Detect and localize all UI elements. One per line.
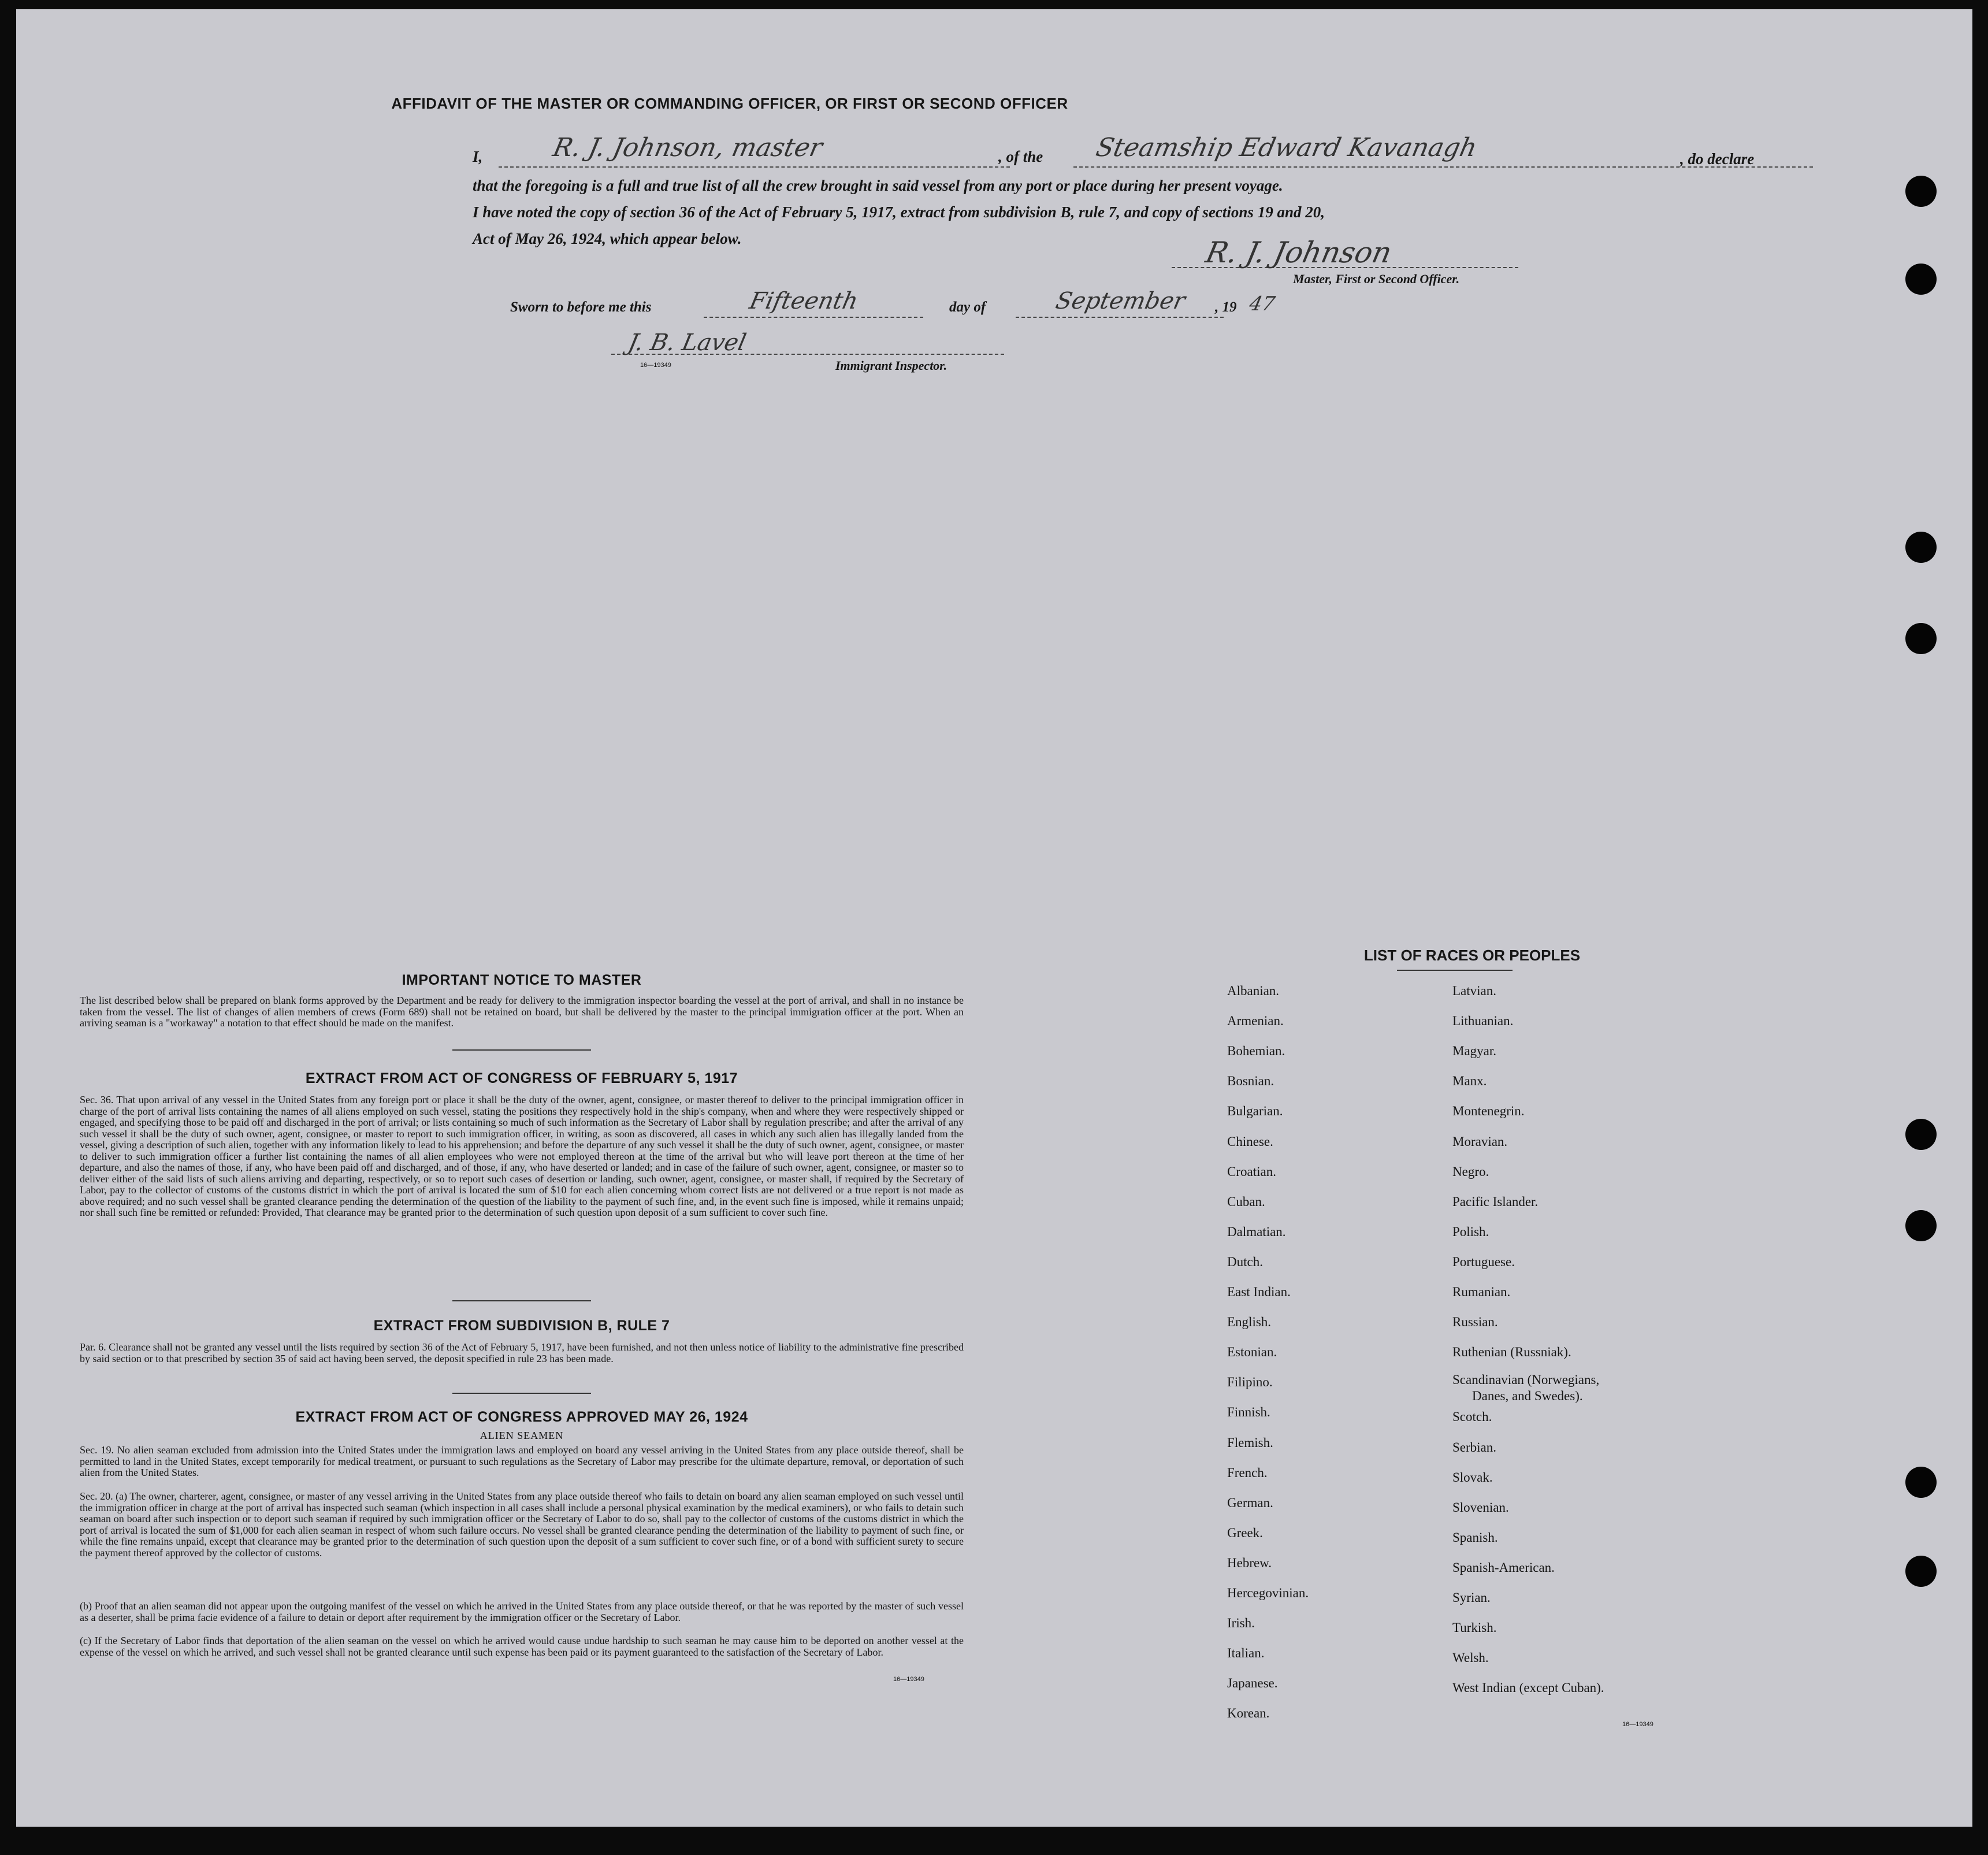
affidavit-title: AFFIDAVIT OF THE MASTER OR COMMANDING OFFICER, OR FIRST OR SECOND OFFICER <box>391 95 1068 112</box>
master-signature: R. J. Johnson <box>1202 236 1395 269</box>
extract-1924-sec20b: (b) Proof that an alien seaman did not appear upon the outgoing manifest of the vessel on which he arrived in the United States from any place outside thereof, or that he was reported by the master of such vessel as a deserter, shall be prima facie evidence of a failure to detain or deport after requirement by the immigration officer or the Secretary of Labor. <box>80 1600 964 1623</box>
race-item: Filipino. <box>1227 1375 1273 1389</box>
race-item: West Indian (except Cuban). <box>1452 1680 1604 1695</box>
race-item: Magyar. <box>1452 1044 1497 1058</box>
race-item: Italian. <box>1227 1646 1265 1660</box>
race-item: Dalmatian. <box>1227 1225 1286 1239</box>
races-title-rule <box>1397 970 1513 971</box>
race-item: Rumanian. <box>1452 1285 1511 1299</box>
race-item: Manx. <box>1452 1074 1487 1088</box>
race-item: Estonian. <box>1227 1345 1277 1359</box>
signature-caption: Master, First or Second Officer. <box>1293 272 1460 286</box>
affidavit-i-label: I, <box>473 148 483 165</box>
vessel-name-handwritten: Steamship Edward Kavanagh <box>1093 133 1480 162</box>
race-item: Portuguese. <box>1452 1255 1515 1269</box>
race-item: Flemish. <box>1227 1435 1273 1450</box>
race-item: Montenegrin. <box>1452 1104 1525 1118</box>
race-item: Ruthenian (Russniak). <box>1452 1345 1571 1359</box>
race-item: Greek. <box>1227 1526 1263 1540</box>
extract-1924-subtitle: ALIEN SEAMEN <box>480 1430 564 1441</box>
race-item: Spanish-American. <box>1452 1560 1555 1575</box>
race-item: Russian. <box>1452 1315 1498 1329</box>
extract-1924-sec19: Sec. 19. No alien seaman excluded from admission into the United States under the immigration laws and employed on board any vessel arriving in the United States from any place outside thereof, shall be permitted to land in the United States, except temporarily for medical treatment, or pursuant to such regulations as the Secretary of Labor may prescribe for the ultimate departure, removal, or deportation of such alien from the United States. <box>80 1444 964 1478</box>
extract-rule7-text: Par. 6. Clearance shall not be granted any vessel until the lists required by section 36 of the Act of February 5, 1917, have been furnished, and not then unless notice of liability to the administrative fine prescribed by said section or to that prescribed by section 35 of said act having been served, the deposit specified in rule 23 has been made. <box>80 1341 964 1364</box>
year-prefix: , 19 <box>1215 299 1237 315</box>
race-item: East Indian. <box>1227 1285 1291 1299</box>
month-handwritten: September <box>1053 288 1188 314</box>
races-title: LIST OF RACES OR PEOPLES <box>1363 947 1581 964</box>
race-item: Bohemian. <box>1227 1044 1285 1058</box>
binder-hole <box>1905 1467 1937 1498</box>
race-item: Dutch. <box>1227 1255 1263 1269</box>
notice-text: The list described below shall be prepared on blank forms approved by the Department and be ready for delivery to the immigration inspector boarding the vessel at the port of arrival, and shall in no instance be taken from the vessel. The list of changes of alien members of crews (Form 689) shall not be retained on board, but shall be delivered by the master to the principal immigration officer at the port. When an arriving seaman is a "workaway" a notation to that effect should be made on the manifest. <box>80 995 964 1029</box>
master-name-line <box>499 166 1010 168</box>
binder-hole <box>1905 532 1937 563</box>
race-item: Syrian. <box>1452 1590 1491 1605</box>
day-line <box>704 317 923 318</box>
section-divider <box>452 1049 591 1051</box>
race-item: Latvian. <box>1452 984 1496 998</box>
race-item: Cuban. <box>1227 1194 1265 1209</box>
race-item: Pacific Islander. <box>1452 1194 1539 1209</box>
race-item: Serbian. <box>1452 1440 1497 1455</box>
race-item: French. <box>1227 1466 1268 1480</box>
race-item: Danes, and Swedes). <box>1472 1389 1583 1403</box>
extract-1917-title: EXTRACT FROM ACT OF CONGRESS OF FEBRUARY 5, 1917 <box>305 1070 738 1086</box>
race-item: Polish. <box>1452 1225 1489 1239</box>
race-item: Scandinavian (Norwegians, <box>1452 1372 1600 1387</box>
race-item: Scotch. <box>1452 1409 1492 1424</box>
race-item: Armenian. <box>1227 1014 1284 1028</box>
race-item: Moravian. <box>1452 1134 1508 1149</box>
race-item: Turkish. <box>1452 1620 1497 1635</box>
affidavit-form-number: 16—19349 <box>640 362 671 369</box>
binder-hole <box>1905 176 1937 207</box>
affidavit-line-2: that the foregoing is a full and true list of all the crew brought in said vessel from any port or place during her present voyage. <box>473 177 1283 194</box>
inspector-caption: Immigrant Inspector. <box>835 358 947 373</box>
extract-form-number: 16—19349 <box>893 1676 924 1683</box>
race-item: Croatian. <box>1227 1164 1276 1179</box>
race-item: Welsh. <box>1452 1650 1489 1665</box>
binder-hole <box>1905 1119 1937 1150</box>
binder-hole <box>1905 1556 1937 1587</box>
race-item: Lithuanian. <box>1452 1014 1514 1028</box>
race-item: Negro. <box>1452 1164 1489 1179</box>
race-item: Chinese. <box>1227 1134 1273 1149</box>
binder-hole <box>1905 264 1937 295</box>
race-item: Hercegovinian. <box>1227 1586 1309 1600</box>
race-item: English. <box>1227 1315 1272 1329</box>
day-of-label: day of <box>949 299 986 315</box>
section-divider <box>452 1393 591 1394</box>
race-item: Irish. <box>1227 1616 1255 1630</box>
year-handwritten: 47 <box>1247 292 1277 316</box>
race-item: Albanian. <box>1227 984 1280 998</box>
extract-rule7-title: EXTRACT FROM SUBDIVISION B, RULE 7 <box>373 1318 670 1334</box>
race-item: Korean. <box>1227 1706 1270 1720</box>
race-item: German. <box>1227 1496 1273 1510</box>
races-form-number: 16—19349 <box>1622 1721 1653 1728</box>
affidavit-of-the-label: , of the <box>998 148 1043 165</box>
race-item: Finnish. <box>1227 1405 1270 1419</box>
race-item: Japanese. <box>1227 1676 1278 1690</box>
race-item: Spanish. <box>1452 1530 1498 1545</box>
race-item: Bosnian. <box>1227 1074 1274 1088</box>
extract-1924-title: EXTRACT FROM ACT OF CONGRESS APPROVED MAY 26, 1924 <box>295 1409 748 1425</box>
month-line <box>1016 317 1224 318</box>
section-divider <box>452 1300 591 1301</box>
binder-hole <box>1905 623 1937 654</box>
extract-1917-text: Sec. 36. That upon arrival of any vessel in the United States from any foreign port or place it shall be the duty of the owner, agent, consignee, or master thereof to deliver to the principal immigration officer in charge of the port of arrival lists containing the names of all aliens employed on such vessel, stating the positions they respectively hold in the ship's company, when and where they were respectively shipped or engaged, and specifying those to be paid off and discharged in the port of arrival; or lists containing so much of such information as the Secretary of Labor shall by regulation prescribe; and after the arrival of any such vessel it shall be the duty of such owner, agent, consignee, or master to report to such immigration officer, in writing, as soon as discovered, all cases in which any such alien has illegally landed from the vessel, giving a description of such alien, together with any information likely to lead to his apprehension; and before the departure of any such vessel it shall be the duty of such owner, agent, consignee, or master to deliver to such immigration officer a further list containing the names of all alien employees who were not employed thereon at the time of the arrival but who will leave port thereon at the time of her departure, and also the names of those, if any, who have been paid off and discharged, and of those, if any, who have deserted or landed; and in case of the failure of such owner, agent, consignee, or master so to deliver either of the said lists of such aliens arriving and departing, respectively, or so to report such cases of desertion or landing, such owner, agent, consignee, or master shall, if required by the Secretary of Labor, pay to the collector of customs of the customs district in which the port of arrival is located the sum of $10 for each alien concerning whom correct lists are not delivered or a true report is not made as above required; and no such vessel shall be granted clearance pending the determination of the question of the liability to the payment of such fine, and, in the event such fine is imposed, while it remains unpaid; nor shall such fine be remitted or refunded: Provided, That clearance may be granted prior to the determination of such question upon deposit of a sum sufficient to cover such fine. <box>80 1094 964 1218</box>
inspector-signature: J. B. Lavel <box>626 329 749 356</box>
affidavit-line-3: I have noted the copy of section 36 of the Act of February 5, 1917, extract from subdivision B, rule 7, and copy of sections 19 and 20, <box>473 203 1325 221</box>
extract-1924-sec20c: (c) If the Secretary of Labor finds that deportation of the alien seaman on the vessel on which he arrived would cause undue hardship to such seaman he may cause him to be deported on another vessel at the expense of the vessel on which he arrived, and such vessel shall not be granted clearance until such expense has been paid or its payment guaranteed to the satisfaction of the Secretary of Labor. <box>80 1635 964 1658</box>
day-handwritten: Fifteenth <box>747 288 861 314</box>
notice-title: IMPORTANT NOTICE TO MASTER <box>402 972 642 988</box>
race-item: Hebrew. <box>1227 1556 1272 1570</box>
extract-1924-sec20a: Sec. 20. (a) The owner, charterer, agent, consignee, or master of any vessel arriving in the United States from any place outside thereof who fails to detain on board any alien seaman employed on such vessel until the immigration officer in charge at the port of arrival has inspected such seaman (which inspection in all cases shall include a personal physical examination by the medical examiners), or who fails to detain such seaman on board after such inspection or to deport such seaman if required by such immigration officer or the Secretary of Labor to do so, shall pay to the collector of customs of the customs district in which the port of arrival is located the sum of $1,000 for each alien seaman in respect of whom such failure occurs. No vessel shall be granted clearance pending the determination of the liability to payment of such fine, or while the fine remains unpaid, except that clearance may be granted prior to the determination of such question upon the deposit of a sum sufficient to cover such fine, or of a bond with sufficient surety to secure the payment thereof approved by the collector of customs. <box>80 1490 964 1559</box>
document-page <box>16 9 1972 1827</box>
master-name-handwritten: R. J. Johnson, master <box>550 133 826 162</box>
binder-hole <box>1905 1210 1937 1241</box>
affidavit-line-4: Act of May 26, 1924, which appear below. <box>473 230 742 247</box>
affidavit-declare-label: , do declare <box>1680 150 1755 168</box>
race-item: Slovenian. <box>1452 1500 1509 1515</box>
sworn-label: Sworn to before me this <box>510 299 652 315</box>
race-item: Bulgarian. <box>1227 1104 1283 1118</box>
race-item: Slovak. <box>1452 1470 1493 1485</box>
